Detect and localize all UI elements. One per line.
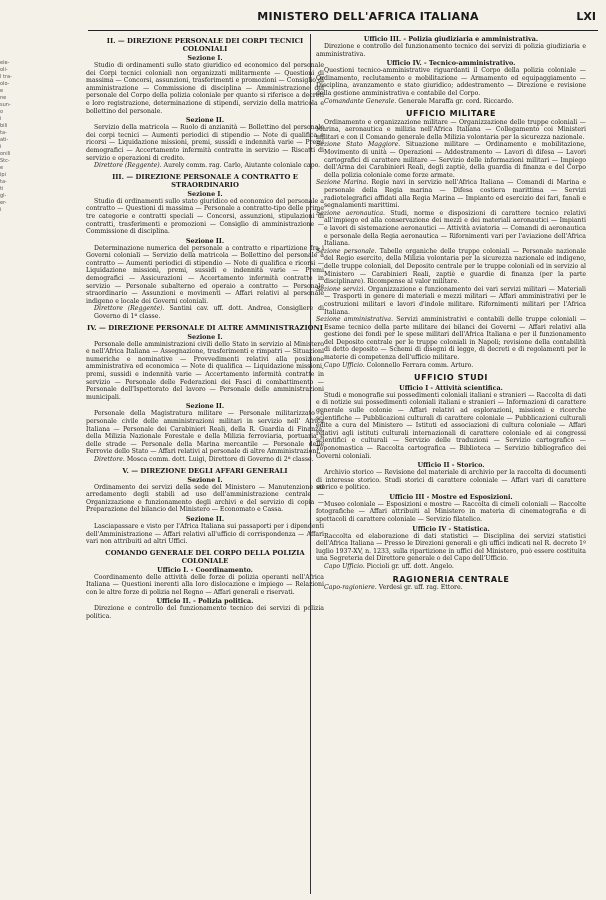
edge-fragment: ta- bbox=[0, 179, 7, 185]
director-line bbox=[86, 305, 324, 320]
section-heading: II. — DIREZIONE PERSONALE DEI CORPI TECNICI COLONIALI bbox=[106, 37, 304, 53]
section-heading: RAGIONERIA CENTRALE bbox=[392, 574, 510, 584]
edge-fragment: gl- bbox=[0, 193, 7, 199]
director-line bbox=[316, 98, 586, 106]
section-text: Direzione e controllo del funzionamento tecnico dei servizi di polizia giudiziaria e amministrativa. bbox=[316, 43, 586, 58]
edge-fragment: onili bbox=[0, 151, 11, 157]
edge-fragment: ipi bbox=[0, 172, 6, 178]
left-column bbox=[86, 34, 324, 896]
edge-fragment: e bbox=[0, 165, 4, 171]
edge-fragment: i bbox=[0, 207, 2, 213]
director-label: Direttore (Reggente). bbox=[94, 162, 162, 170]
section-text bbox=[316, 141, 586, 179]
section-text: Raccolta ed elaborazione di dati statistici — Disciplina dei servizi statistici dell'Africa Italiana — Presso le Direzioni generali e gli uffici indicati nel R. decreto 1º luglio 1937-XV, n. 1233, sulla ripartizione in uffici del Ministero, può essere costituita una Segreteria del Direttore generale o del Capo dell'Ufficio. bbox=[316, 532, 586, 563]
section-text: Questioni tecnico-amministrative riguardanti il Corpo della polizia coloniale — Ordinamento, reclutamento e mobilitazione — Armamento ed equipaggiamento — Disciplina, avanzamento e stato giuridico; addestramento — Direzione e revisione della gestione amministrativa e contabile del Corpo. bbox=[316, 67, 586, 97]
section-text: Studio di ordinamenti sullo stato giuridico ed economico del personale a contratto — Questioni di massima — Personale a contratto-tipo delle prime tre categorie e contratti speciali — Concorsi, assunzioni, stipulazioni di contratti, trasferimenti e promozioni — Consiglio di amministrazione — Commissione di disciplina. bbox=[86, 197, 324, 236]
section-text: Ordinamento dei servizi della sede del Ministero — Manutenzione ed arredamento degli stabili ad uso dell'amministrazione centrale — Organizzazione e funzionamento degli archivi e del servizio di copia — Preparazione del bilancio del Ministero — Economato e Cassa. bbox=[86, 483, 324, 514]
subsection-heading: Ufficio I - Attività scientifica. bbox=[399, 383, 503, 392]
right-column bbox=[316, 34, 586, 896]
section-body: Studi, norme e disposizioni di carattere tecnico relativi all'impiego ed alla conservazione dei mezzi e dei materiali aeronautici — Impianti e lavori di sistemazione aeronautici — Attività aviatoria — Comandi di aeronautica e personale della Regia aeronautica — Rifornimenti vari per l'aviazione dell'Africa Italiana. bbox=[324, 209, 586, 248]
section-label: Sezione servizi. bbox=[316, 285, 366, 293]
section-heading: IV. — DIREZIONE PERSONALE DI ALTRE AMMINISTRAZIONI bbox=[87, 323, 323, 332]
running-head bbox=[88, 8, 598, 31]
section-text: Direzione e controllo del funzionamento tecnico dei servizi di polizia politica. bbox=[86, 605, 324, 621]
section-label: Sezione personale. bbox=[316, 247, 377, 255]
section-body: Organizzazione e funzionamento dei vari servizi militari — Materiali — Trasporti in genere di materiali e mezzi militari — Affari amministrativi per le costruzioni militari e lavori d'indole militare. Rifornimenti militari per l'Africa Italiana. bbox=[324, 285, 586, 316]
page-title: MINISTERO DELL'AFRICA ITALIANA bbox=[257, 10, 479, 23]
section-text bbox=[316, 316, 586, 362]
section-text: Personale della Magistratura militare — Personale militarizzato e personale civile delle amministrazioni militari in servizio nell' Africa Italiana — Personale dei Carabinieri Reali, della R. Guardia di Finanza, della Milizia Nazionale Forestale e della Milizia ferroviaria, portuaria e delle strade — Personale della Marina mercantile — Personale delle Ferrovie dello Stato — Affari relativi al personale di altre Amministrazioni. bbox=[86, 410, 324, 456]
section-heading: V. — DIREZIONE DEGLI AFFARI GENERALI bbox=[122, 466, 288, 475]
subsection-heading: Sezione II. bbox=[185, 236, 225, 245]
section-heading: UFFICIO STUDI bbox=[414, 373, 488, 383]
adjacent-page-edge bbox=[0, 60, 16, 620]
director-name: Piccioli gr. uff. dott. Angelo. bbox=[366, 563, 454, 571]
edge-fragment: i bbox=[0, 144, 2, 150]
section-text: Studio di ordinamenti sullo stato giuridico ed economico del personale dei Corpi tecnici coloniali non organizzati militarmente — Questioni di massima — Concorsi, assunzioni, trasferimenti e promozioni — Consiglio di amministrazione — Commissione di disciplina — Amministrazione del personale del Corpo della polizia coloniale per quanto si riferisce a decreti e loro registrazione, determinazione di stipendi, servizio della matricola e bollettino del personale. bbox=[86, 62, 324, 115]
edge-fragment: ne bbox=[0, 95, 7, 101]
subsection-heading: Ufficio I. - Coordinamento. bbox=[157, 565, 253, 574]
subsection-heading: Sezione I. bbox=[187, 475, 223, 484]
section-label: Sezione Stato Maggiore. bbox=[316, 141, 401, 149]
section-heading: III. — DIREZIONE PERSONALE A CONTRATTO E STRAORDINARIO bbox=[112, 172, 298, 189]
subsection-heading: Sezione II. bbox=[185, 116, 225, 125]
section-text: Studi e monografie sui possedimenti coloniali italiani e stranieri — Raccolta di dati e di notizie sui possedimenti coloniali italiani e stranieri — Informazioni di carattere generale sulle colonie — Affari relativi ad esplorazioni, missioni e ricerche scientifiche — Pubblicazioni culturali di carattere coloniale — Pubblicazioni culturali edite a cura del Ministero — Istituti ed associazioni di cultura coloniale — Affari relativi agli istituti culturali internazionali di carattere coloniale ed ai congressi scientifici e culturali — Servizio delle traduzioni — Servizio cartografico — Toponomastica — Raccolta cartografica — Biblioteca — Servizio bibliografico dei Governi coloniali. bbox=[316, 391, 586, 460]
section-body: Servizi amministrativi e contabili delle truppe coloniali — Esame tecnico della parte militare dei bilanci dei Governi — Affari relativi alla gestione dei fondi per le spese militari dell'Africa Italiana e per il funzionamento del Deposito centrale per le truppe coloniali in Napoli; revisione della contabilità di detto deposito — Schemi di disegni di legge, di decreti e di regolamenti per le materie di competenza dell'ufficio militare. bbox=[324, 316, 586, 362]
director-name: Generale Maraffa gr. cord. Riccardo. bbox=[398, 97, 514, 105]
director-name: Colonnello Ferrara comm. Arturo. bbox=[366, 361, 474, 369]
section-text bbox=[316, 179, 586, 209]
section-text bbox=[316, 210, 586, 248]
subsection-heading: Sezione I. bbox=[187, 54, 223, 62]
edge-fragment: e bbox=[0, 88, 4, 94]
section-text: Coordinamento delle attività delle forze di polizia operanti nell'Africa Italiana — Questioni inerenti alla loro dislocazione e impiego — Relazioni con le altre forze di polizia nel Regno — Affari generali e riservati. bbox=[86, 573, 324, 596]
section-text: Ordinamento e organizzazione militare — Organizzazione delle truppe coloniali — Marina, aeronautica e milizia nell'Africa Italiana — Collegamento coi Ministeri militari e con il Comando generale della Milizia volontaria per la sicurezza nazionale. bbox=[316, 118, 586, 141]
section-text bbox=[316, 286, 586, 316]
edge-fragment: er- bbox=[0, 200, 7, 206]
edge-fragment: ti bbox=[0, 186, 4, 192]
edge-fragment: ta- bbox=[0, 130, 7, 136]
subsection-heading: Ufficio IV. - Tecnico-amministrativo. bbox=[386, 59, 516, 68]
section-body: Tabelle organiche delle truppe coloniali — Personale nazionale del Regio esercito, della Milizia volontaria per la sicurezza nazionale ed indigeno, delle truppe coloniali, del Deposito centrale per le truppe coloniali ed in servizio al Ministero — Carabinieri Reali, zaptiè e guardie di finanza (per la parte disciplinare). Ricompense al valor militare. bbox=[324, 247, 586, 286]
subsection-heading: Ufficio II. - Polizia politica. bbox=[156, 597, 254, 606]
section-body: Situazione militare — Ordinamento e mobilitazione, Movimento di unità — Operazioni — Addestramento — Lavori di difesa — Lavori cartografici di carattere militare — Servizio delle informazioni militari — Impiego dell'Arma dei Carabinieri Reali, degli zaptiè, della guardia di finanza e del Corpo della polizia coloniale come forze armate. bbox=[324, 141, 586, 179]
section-body: Regie navi in servizio nell'Africa Italiana — Comandi di Marina e personale della Regia marina — Difesa costiera marittima — Servizi radiotelegrafici affidati alla Regia Marina — Impianto ed esercizio dei fari, fanali e segnalamenti marittimi. bbox=[324, 179, 586, 210]
section-label: Sezione amministrativa. bbox=[316, 316, 394, 324]
director-name: Aurely comm. rag. Carlo, Aiutante coloniale capo. bbox=[163, 162, 321, 170]
director-name: Verdesi gr. uff. rag. Ettore. bbox=[378, 584, 463, 592]
director-line bbox=[316, 563, 586, 571]
section-label: Sezione Marina. bbox=[316, 179, 369, 187]
section-text: Personale delle amministrazioni civili dello Stato in servizio al Ministero e nell'Africa Italiana — Assegnazione, trasferimenti e rimpatri — Situazioni numeriche e nominative — Provvedimenti relativi alla posizione amministrativa ed economica — Note di qualifica — Liquidazione missioni, premi, sussidi e indennità varie — Accertamento infermità contratte in servizio — Personale delle Federazioni dei Fasci di combattimento — Personale dell'Ispettorato del lavoro — Personale delle amministrazioni municipali. bbox=[86, 340, 324, 401]
director-line bbox=[316, 362, 586, 370]
director-line bbox=[86, 162, 324, 170]
edge-fragment: i bbox=[0, 116, 2, 122]
director-label: Capo-ragioniere. bbox=[324, 584, 377, 592]
subsection-heading: Sezione II. bbox=[185, 402, 225, 411]
section-text: Archivio storico — Revisione del materiale di archivio per la raccolta di documenti di interesse storico. Studi storici di carattere coloniale — Affari vari di carattere storico e politico. bbox=[316, 469, 586, 492]
section-heading: COMANDO GENERALE DEL CORPO DELLA POLIZIA COLONIALE bbox=[105, 548, 305, 565]
director-line bbox=[316, 584, 586, 592]
section-text: Servizio della matricola — Ruolo di anzianità — Bollettino del personale dei corpi tecnici — Aumenti periodici di stipendio — Note di qualifica e ricorsi — Liquidazione missioni, premi, sussidi e indennità varie — Premi demografici — Accertamento infermità contratte in servizio — Riscatti di servizio e operazioni di credito. bbox=[86, 124, 324, 162]
edge-fragment: Stc- bbox=[0, 158, 10, 164]
subsection-heading: Ufficio II - Storico. bbox=[417, 461, 485, 470]
section-text bbox=[316, 248, 586, 286]
edge-fragment: bili bbox=[0, 123, 8, 129]
director-label: Direttore (Reggente). bbox=[94, 305, 165, 313]
edge-fragment: olo- bbox=[0, 81, 10, 87]
edge-fragment: l tra- bbox=[0, 74, 12, 80]
director-label: Direttore. bbox=[94, 455, 125, 463]
section-label: Sezione aeronautica. bbox=[316, 209, 385, 217]
section-heading: UFFICIO MILITARE bbox=[405, 109, 497, 119]
subsection-heading: Ufficio III. - Polizia giudiziaria e amministrativa. bbox=[363, 35, 539, 43]
section-text: Lasciapassare e visto per l'Africa Italiana sui passaporti per i dipendenti dell'Amministrazione — Affari relativi all'ufficio di corrispondenza — Affari vari non attribuiti ad altri Uffici. bbox=[86, 522, 324, 546]
subsection-heading: Ufficio IV - Statistica. bbox=[412, 524, 490, 533]
subsection-heading: Sezione I. bbox=[187, 189, 223, 198]
director-label: Comandante Generale. bbox=[324, 97, 397, 105]
edge-fragment: oli- bbox=[0, 67, 8, 73]
director-label: Capo Ufficio. bbox=[324, 563, 365, 571]
subsection-heading: Sezione I. bbox=[187, 332, 223, 341]
page-number: LXI bbox=[576, 10, 596, 23]
director-line bbox=[86, 456, 324, 464]
subsection-heading: Ufficio III - Mostre ed Esposizioni. bbox=[389, 492, 513, 501]
edge-fragment: sun- bbox=[0, 102, 11, 108]
edge-fragment: ele- bbox=[0, 60, 10, 66]
section-text: Museo coloniale — Esposizioni e mostre — Raccolta di cimeli coloniali — Raccolte fotografiche — Affari attribuiti al Ministero in materia di cinematografia e di spettacoli di carattere coloniale — Servizio filatelico. bbox=[316, 500, 586, 524]
subsection-heading: Sezione II. bbox=[185, 514, 225, 523]
director-name: Mosca comm. dott. Luigi, Direttore di Governo di 2ª classe. bbox=[126, 455, 314, 463]
edge-fragment: o bbox=[0, 109, 4, 115]
director-label: Capo Ufficio. bbox=[324, 361, 365, 369]
section-text: Determinazione numerica del personale a contratto e ripartizione fra i Governi coloniali — Servizio della matricola — Bollettino del personale a contratto — Aumenti periodici di stipendio — Note di qualifica e ricorsi — Liquidazione missioni, premi, sussidi e indennità varie — Premi demografici — Assicurazioni — Accertamento infermità contratte in servizio — Personale subalterno ed operaio a contratto — Personale straordinario — Assunzioni e movimenti — Affari relativi al personale indigeno e locale dei Governi coloniali. bbox=[86, 244, 324, 305]
edge-fragment: ati- bbox=[0, 137, 9, 143]
director-name: Santini cav. uff. dott. Andrea, Consigliere di Governo di 1ª classe. bbox=[94, 305, 324, 321]
